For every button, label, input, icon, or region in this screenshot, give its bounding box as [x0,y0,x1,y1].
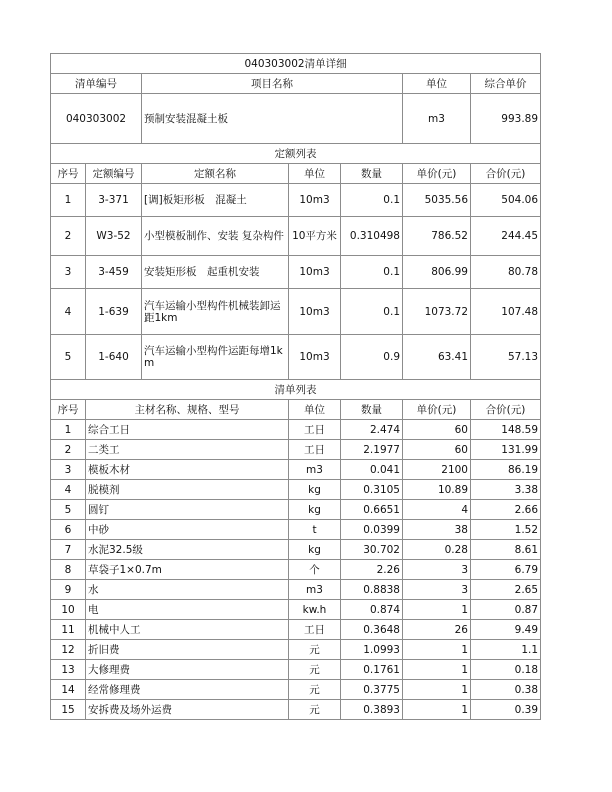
material-seq: 11 [51,620,86,640]
material-unit: kw.h [289,600,341,620]
material-name: 综合工日 [86,420,289,440]
quota-qty: 0.1 [341,289,403,335]
material-unit-price: 1 [403,700,471,720]
header-price: 综合单价 [471,74,541,94]
material-seq: 1 [51,420,86,440]
material-name: 经常修理费 [86,680,289,700]
material-row [51,580,541,600]
material-unit-price: 1 [403,640,471,660]
quota-row [51,289,541,335]
material-header-unit: 单位 [289,400,341,420]
table-title: 040303002清单详细 [51,54,541,74]
material-header-unit-price: 单价(元) [403,400,471,420]
material-row [51,480,541,500]
material-qty: 30.702 [341,540,403,560]
material-total: 1.52 [471,520,541,540]
material-unit-price: 1 [403,660,471,680]
material-row [51,660,541,680]
material-qty: 0.8838 [341,580,403,600]
material-row [51,680,541,700]
quota-unit: 10m3 [289,184,341,217]
material-seq: 13 [51,660,86,680]
material-row [51,440,541,460]
material-header-row [51,400,541,420]
quota-header-qty: 数量 [341,164,403,184]
material-unit-price: 0.28 [403,540,471,560]
material-qty: 0.3893 [341,700,403,720]
material-qty: 0.3775 [341,680,403,700]
quota-name: 汽车运输小型构件机械装卸运距1km [142,289,289,335]
quota-name: [调]板矩形板 混凝土 [142,184,289,217]
material-unit: kg [289,540,341,560]
quota-name: 安装矩形板 起重机安装 [142,256,289,289]
quota-seq: 3 [51,256,86,289]
item-name: 预制安装混凝土板 [142,94,403,144]
quota-code: W3-52 [86,217,142,256]
material-row [51,700,541,720]
material-unit-price: 3 [403,580,471,600]
material-qty: 2.26 [341,560,403,580]
material-seq: 6 [51,520,86,540]
material-header-seq: 序号 [51,400,86,420]
material-total: 6.79 [471,560,541,580]
material-name: 圆钉 [86,500,289,520]
quota-header-name: 定额名称 [142,164,289,184]
material-total: 148.59 [471,420,541,440]
material-name: 电 [86,600,289,620]
quota-total: 57.13 [471,335,541,380]
material-total: 86.19 [471,460,541,480]
quota-unit-price: 1073.72 [403,289,471,335]
material-seq: 5 [51,500,86,520]
quota-header-total: 合价(元) [471,164,541,184]
material-total: 0.39 [471,700,541,720]
material-row [51,620,541,640]
item-code: 040303002 [51,94,142,144]
header-unit: 单位 [403,74,471,94]
material-qty: 2.1977 [341,440,403,460]
material-unit-price: 1 [403,600,471,620]
quota-seq: 2 [51,217,86,256]
material-total: 1.1 [471,640,541,660]
quota-row [51,184,541,217]
material-total: 2.66 [471,500,541,520]
quota-unit: 10m3 [289,335,341,380]
quota-code: 1-639 [86,289,142,335]
material-qty: 2.474 [341,420,403,440]
material-unit: 元 [289,660,341,680]
material-unit: 元 [289,700,341,720]
material-unit-price: 3 [403,560,471,580]
material-unit-price: 10.89 [403,480,471,500]
quota-seq: 1 [51,184,86,217]
material-seq: 2 [51,440,86,460]
item-unit: m3 [403,94,471,144]
material-name: 中砂 [86,520,289,540]
quota-total: 80.78 [471,256,541,289]
material-seq: 15 [51,700,86,720]
material-total: 9.49 [471,620,541,640]
material-row [51,520,541,540]
quota-qty: 0.310498 [341,217,403,256]
quota-unit: 10m3 [289,289,341,335]
material-unit: 工日 [289,440,341,460]
material-seq: 4 [51,480,86,500]
quota-row [51,217,541,256]
material-seq: 7 [51,540,86,560]
material-row [51,500,541,520]
material-unit: kg [289,500,341,520]
material-row [51,640,541,660]
header-code: 清单编号 [51,74,142,94]
material-unit: 个 [289,560,341,580]
quota-unit: 10平方米 [289,217,341,256]
quota-header-row [51,164,541,184]
quota-total: 244.45 [471,217,541,256]
material-name: 安拆费及场外运费 [86,700,289,720]
quota-section-title-row [51,144,541,164]
item-row [51,94,541,144]
material-seq: 14 [51,680,86,700]
material-qty: 0.3648 [341,620,403,640]
material-total: 131.99 [471,440,541,460]
material-row [51,540,541,560]
quota-code: 3-459 [86,256,142,289]
material-name: 折旧费 [86,640,289,660]
material-unit: 工日 [289,620,341,640]
material-total: 0.38 [471,680,541,700]
quota-qty: 0.9 [341,335,403,380]
quota-name: 小型模板制作、安装 复杂构件 [142,217,289,256]
quota-unit-price: 5035.56 [403,184,471,217]
material-qty: 1.0993 [341,640,403,660]
material-qty: 0.1761 [341,660,403,680]
item-price: 993.89 [471,94,541,144]
bill-detail-table [50,53,541,720]
material-unit-price: 38 [403,520,471,540]
material-seq: 3 [51,460,86,480]
material-qty: 0.3105 [341,480,403,500]
material-unit: 元 [289,640,341,660]
material-name: 草袋子1×0.7m [86,560,289,580]
material-name: 二类工 [86,440,289,460]
title-row [51,54,541,74]
material-header-name: 主材名称、规格、型号 [86,400,289,420]
quota-name: 汽车运输小型构件运距每增1km [142,335,289,380]
quota-unit-price: 806.99 [403,256,471,289]
quota-header-unit-price: 单价(元) [403,164,471,184]
quota-row [51,256,541,289]
quota-qty: 0.1 [341,184,403,217]
material-qty: 0.6651 [341,500,403,520]
material-name: 模板木材 [86,460,289,480]
material-unit: 元 [289,680,341,700]
material-total: 0.18 [471,660,541,680]
material-name: 脱模剂 [86,480,289,500]
quota-unit-price: 786.52 [403,217,471,256]
material-unit: t [289,520,341,540]
material-name: 机械中人工 [86,620,289,640]
material-unit-price: 60 [403,420,471,440]
quota-code: 1-640 [86,335,142,380]
material-seq: 8 [51,560,86,580]
material-seq: 9 [51,580,86,600]
material-qty: 0.874 [341,600,403,620]
quota-total: 107.48 [471,289,541,335]
material-section-title: 清单列表 [51,380,541,400]
quota-section-title: 定额列表 [51,144,541,164]
quota-header-unit: 单位 [289,164,341,184]
material-qty: 0.0399 [341,520,403,540]
material-row [51,420,541,440]
quota-header-seq: 序号 [51,164,86,184]
material-qty: 0.041 [341,460,403,480]
material-header-qty: 数量 [341,400,403,420]
quota-unit-price: 63.41 [403,335,471,380]
material-name: 大修理费 [86,660,289,680]
material-total: 2.65 [471,580,541,600]
material-section-title-row [51,380,541,400]
quota-total: 504.06 [471,184,541,217]
material-name: 水泥32.5级 [86,540,289,560]
material-unit-price: 1 [403,680,471,700]
quota-unit: 10m3 [289,256,341,289]
material-seq: 10 [51,600,86,620]
material-seq: 12 [51,640,86,660]
material-unit: kg [289,480,341,500]
quota-seq: 5 [51,335,86,380]
material-total: 3.38 [471,480,541,500]
material-unit-price: 4 [403,500,471,520]
material-unit-price: 60 [403,440,471,460]
material-name: 水 [86,580,289,600]
header-name: 项目名称 [142,74,403,94]
material-unit: m3 [289,460,341,480]
material-rows [51,420,541,720]
material-unit-price: 2100 [403,460,471,480]
material-row [51,600,541,620]
material-row [51,560,541,580]
quota-qty: 0.1 [341,256,403,289]
material-row [51,460,541,480]
quota-row [51,335,541,380]
material-total: 0.87 [471,600,541,620]
material-unit: 工日 [289,420,341,440]
item-header-row [51,74,541,94]
quota-code: 3-371 [86,184,142,217]
quota-header-code: 定额编号 [86,164,142,184]
material-unit: m3 [289,580,341,600]
material-unit-price: 26 [403,620,471,640]
quota-seq: 4 [51,289,86,335]
material-header-total: 合价(元) [471,400,541,420]
material-total: 8.61 [471,540,541,560]
